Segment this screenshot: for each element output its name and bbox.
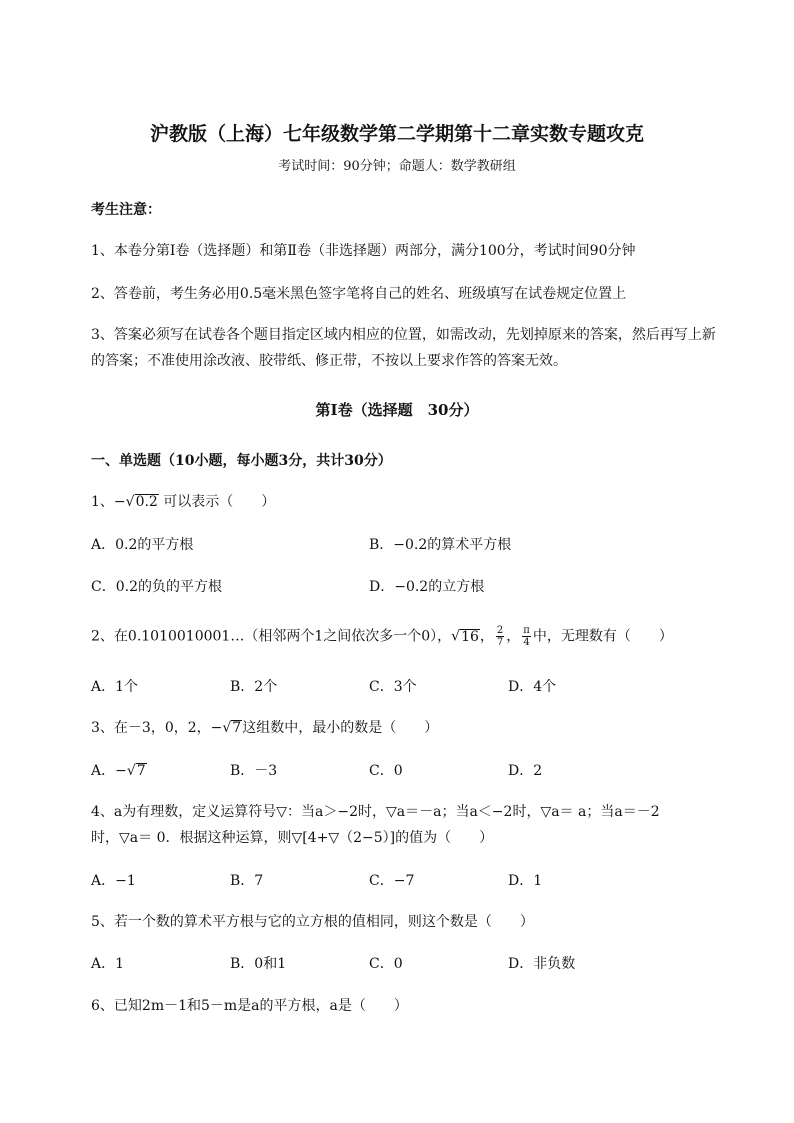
- q3-suffix: 这组数中，最小的数是（ ）: [242, 720, 439, 736]
- question-5: 5、若一个数的算术平方根与它的立方根的值相同，则这个数是（ ）: [91, 914, 534, 930]
- section-heading: 一、单选题（10小题，每小题3分，共计30分）: [91, 453, 392, 469]
- q3-radicand: 7: [232, 720, 242, 736]
- q5-option-c[interactable]: C．0: [369, 956, 403, 972]
- notice-heading: 考生注意：: [91, 202, 161, 218]
- q2-option-d[interactable]: D．4个: [508, 679, 557, 695]
- q1-radicand: 0.2: [135, 494, 158, 510]
- q2-frac2-numerator: π: [523, 625, 530, 636]
- q3-option-d[interactable]: D．2: [508, 763, 543, 779]
- q1-option-a[interactable]: A．0.2的平方根: [91, 537, 194, 553]
- q4-option-a[interactable]: A．−1: [91, 873, 136, 889]
- sqrt-symbol: √: [451, 628, 461, 645]
- q1-option-b[interactable]: B．−0.2的算术平方根: [369, 537, 512, 553]
- part1-title: 第I卷（选择题 30分）: [315, 401, 479, 419]
- q2-frac1-denominator: 7: [496, 637, 504, 648]
- exam-subtitle: 考试时间：90分钟；命题人：数学教研组: [278, 159, 516, 174]
- sqrt-symbol: √: [126, 763, 136, 779]
- q5-option-d[interactable]: D．非负数: [508, 956, 576, 972]
- q2-option-c[interactable]: C．3个: [369, 679, 417, 695]
- question-3: [91, 719, 438, 737]
- q1-suffix: 可以表示（ ）: [163, 494, 276, 510]
- notice-item-3-line-2: 的答案；不准使用涂改液、胶带纸、修正带，不按以上要求作答的答案无效。: [91, 353, 567, 369]
- q2-option-b[interactable]: B．2个: [230, 679, 278, 695]
- q2-radicand: 16: [461, 628, 479, 645]
- q3-option-a-radicand: 7: [136, 763, 146, 779]
- notice-item-1: 1、本卷分第I卷（选择题）和第Ⅱ卷（非选择题）两部分，满分100分，考试时间90分钟: [91, 243, 636, 259]
- question-6: 6、已知2m－1和5－m是a的平方根，a是（ ）: [91, 998, 408, 1014]
- q3-option-a[interactable]: [91, 762, 147, 780]
- sqrt-symbol: √: [125, 494, 135, 510]
- q4-option-c[interactable]: C．−7: [369, 873, 415, 889]
- q3-option-c[interactable]: C．0: [369, 763, 403, 779]
- question-4-line-1: 4、a为有理数，定义运算符号▽：当a＞−2时，▽a＝－a；当a＜−2时，▽a＝ a；当a＝－2: [91, 804, 660, 820]
- q2-option-a[interactable]: A．1个: [91, 679, 139, 695]
- q2-prefix: 2、在0.1010010001…（相邻两个1之间依次多一个0），: [91, 628, 452, 645]
- question-2: 2、在0.1010010001…（相邻两个1之间依次多一个0），√16， $\frac{2}{7}$ ， $\frac{\pi}{4}$ 中，无理数有（ ）: [91, 625, 673, 648]
- question-4-line-2: 时，▽a＝ 0．根据这种运算，则▽[4+▽（2−5）]的值为（ ）: [91, 830, 494, 846]
- q3-option-a-prefix: A．−: [91, 763, 127, 779]
- q2-fraction-2: [522, 625, 531, 648]
- q3-option-b[interactable]: B．－3: [230, 763, 278, 779]
- q5-option-b[interactable]: B．0和1: [230, 956, 287, 972]
- q4-option-b[interactable]: B．7: [230, 873, 264, 889]
- q1-prefix: 1、−: [91, 494, 126, 510]
- q2-frac1-numerator: 2: [496, 625, 504, 636]
- q5-option-a[interactable]: A．1: [91, 956, 125, 972]
- notice-item-2: 2、答卷前，考生务必用0.5毫米黑色签字笔将自己的姓名、班级填写在试卷规定位置上: [91, 286, 627, 302]
- notice-item-3-line-1: 3、答案必须写在试卷各个题目指定区域内相应的位置，如需改动，先划掉原来的答案，然后再写上新: [91, 327, 716, 343]
- q2-suffix: 中，无理数有（ ）: [532, 628, 673, 645]
- q1-option-d[interactable]: D．−0.2的立方根: [369, 579, 485, 595]
- question-1: [91, 493, 275, 511]
- q1-option-c[interactable]: C．0.2的负的平方根: [91, 579, 222, 595]
- q4-option-d[interactable]: D．1: [508, 873, 543, 889]
- sqrt-symbol: √: [222, 720, 232, 736]
- exam-title: 沪教版（上海）七年级数学第二学期第十二章实数专题攻克: [149, 123, 644, 145]
- q2-frac2-denominator: 4: [523, 637, 530, 648]
- q3-prefix: 3、在－3，0，2，−: [91, 720, 223, 736]
- q2-fraction-1: [496, 625, 504, 648]
